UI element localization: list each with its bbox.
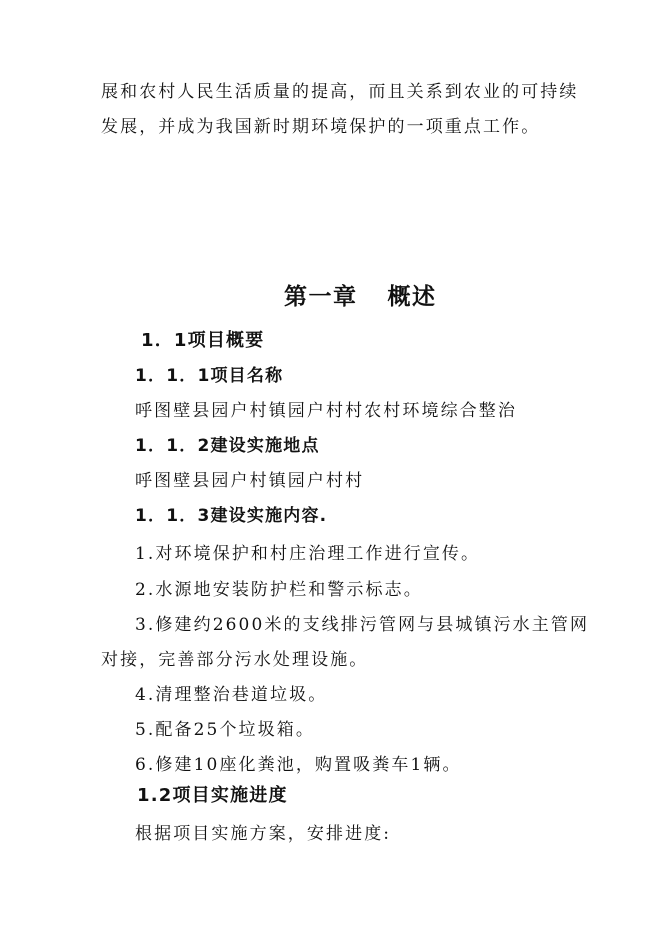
intro-line-2: 发展，并成为我国新时期环境保护的一项重点工作。 bbox=[101, 117, 541, 137]
section-heading-1-1: 1．1项目概要 bbox=[141, 330, 265, 351]
project-name-text: 呼图壁县园户村镇园户村村农村环境综合整治 bbox=[135, 401, 517, 421]
content-item-6: 6.修建10座化粪池，购置吸粪车1辆。 bbox=[135, 755, 462, 775]
section-heading-1-2: 1.2项目实施进度 bbox=[137, 785, 288, 806]
content-item-2: 2.水源地安装防护栏和警示标志。 bbox=[135, 580, 423, 600]
subsection-heading-1-1-3: 1．1．3建设实施内容. bbox=[135, 506, 328, 526]
chapter-number: 第一章 bbox=[284, 284, 358, 310]
subsection-heading-1-1-1: 1．1．1项目名称 bbox=[135, 366, 284, 386]
chapter-title: 概述 bbox=[387, 284, 437, 310]
subsection-heading-1-1-2: 1．1．2建设实施地点 bbox=[135, 436, 320, 456]
intro-line-1: 展和农村人民生活质量的提高，而且关系到农业的可持续 bbox=[101, 82, 579, 102]
content-item-3-continued: 对接，完善部分污水处理设施。 bbox=[101, 650, 369, 670]
schedule-text: 根据项目实施方案，安排进度: bbox=[135, 824, 392, 844]
content-item-5: 5.配备25个垃圾箱。 bbox=[135, 720, 315, 740]
location-text: 呼图壁县园户村镇园户村村 bbox=[135, 471, 365, 491]
content-item-4: 4.清理整治巷道垃圾。 bbox=[135, 685, 328, 705]
content-item-1: 1.对环境保护和村庄治理工作进行宣传。 bbox=[135, 544, 481, 564]
chapter-heading bbox=[284, 286, 437, 309]
content-item-3: 3.修建约2600米的支线排污管网与县城镇污水主管网 bbox=[135, 615, 590, 635]
